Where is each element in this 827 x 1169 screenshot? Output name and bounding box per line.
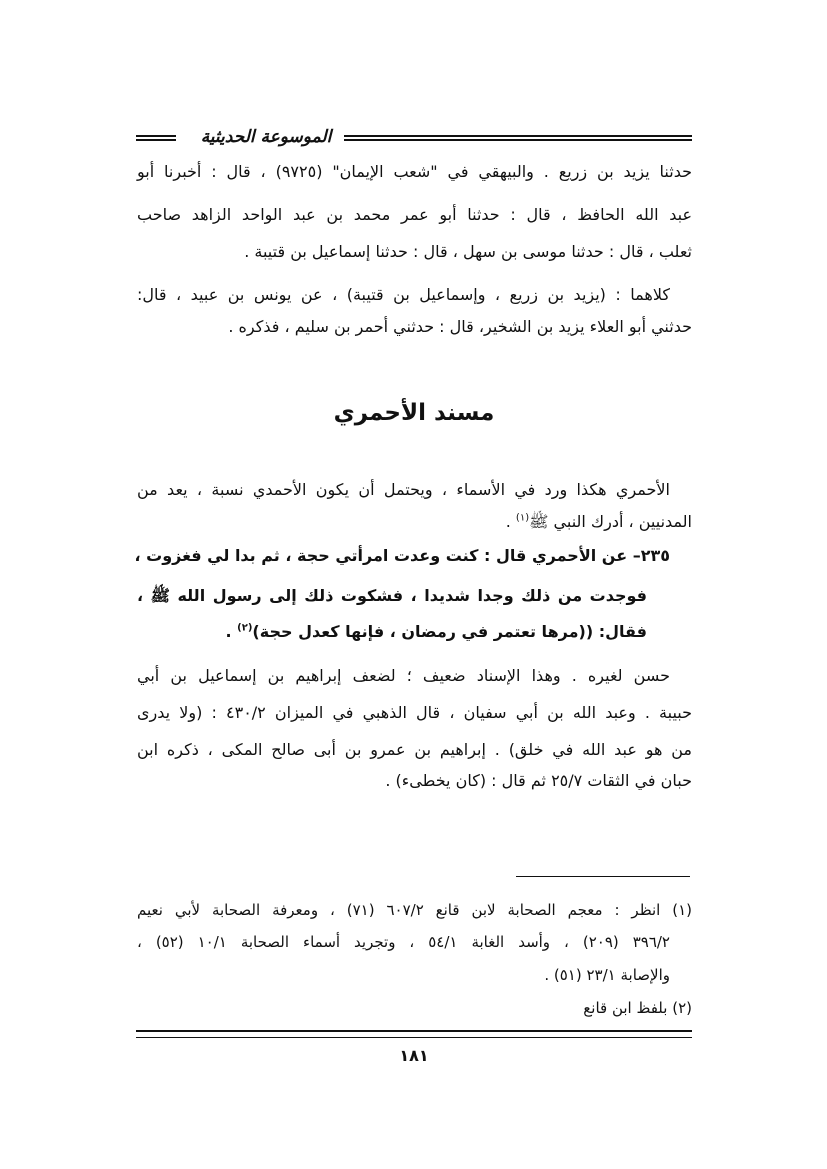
text-line: حدثنا يزيد بن زريع . والبيهقي في "شعب الإيمان" (٩٧٢٥) ، قال : أخبرنا أبو — [137, 162, 693, 181]
footnote-ref-1: (١) — [515, 512, 530, 524]
bottom-rule-thin — [136, 1037, 692, 1038]
header-rule-right — [344, 135, 692, 141]
intro-text: المدنيين ، أدرك النبي ﷺ — [529, 512, 692, 531]
header-title: الموسوعة الحديثية — [200, 127, 332, 147]
grading-line: من هو عبد الله في خلق) . إبراهيم بن عمرو بن أبى صالح المكى ، ذكره ابن — [137, 740, 692, 759]
running-header — [136, 123, 692, 151]
header-rule-left — [136, 135, 176, 141]
page-number: ١٨١ — [399, 1046, 429, 1065]
hadith-line — [137, 617, 647, 647]
grading-line: حبيبة . وعبد الله بن أبي سفيان ، قال الذهبي في الميزان ٤٣٠/٢ : (ولا يدرى — [137, 703, 693, 722]
text-line: عبد الله الحافظ ، قال : حدثنا أبو عمر محمد بن عبد الواحد الزاهد صاحب — [137, 205, 692, 224]
footnote-line: ٣٩٦/٢ (٢٠٩) ، وأسد الغابة ٥٤/١ ، وتجريد أسماء الصحابة ١٠/١ (٥٢) ، — [137, 933, 670, 951]
text-line: ثعلب ، قال : حدثنا موسى بن سهل ، قال : حدثنا إسماعيل بن قتيبة . — [244, 242, 692, 261]
footnote-line: (١) انظر : معجم الصحابة لابن قانع ٦٠٧/٢ (٧١) ، ومعرفة الصحابة لأبي نعيم — [137, 901, 693, 919]
intro-line — [137, 507, 692, 537]
grading-line: حبان في الثقات ٢٥/٧ ثم قال : (كان يخطىء) . — [385, 771, 692, 790]
footnote-line: (٢) بلفظ ابن قانع — [583, 999, 692, 1017]
footnote-separator — [516, 876, 690, 877]
hadith-text: فقال: ((مرها تعتمر في رمضان ، فإنها كعدل حجة) — [252, 622, 647, 641]
hadith-line: فوجدت من ذلك وجدا شديدا ، فشكوت ذلك إلى رسول الله ﷺ ، — [137, 586, 647, 605]
intro-end: . — [505, 512, 516, 531]
hadith-end: . — [225, 622, 238, 641]
text-line: كلاهما : (يزيد بن زريع ، وإسماعيل بن قتيبة) ، عن يونس بن عبيد ، قال: — [137, 285, 670, 304]
grading-line: حسن لغيره . وهذا الإسناد ضعيف ؛ لضعف إبراهيم بن إسماعيل بن أبي — [137, 666, 670, 685]
text-line: حدثني أبو العلاء يزيد بن الشخير، قال : حدثني أحمر بن سليم ، فذكره . — [228, 317, 692, 336]
footnote-line: والإصابة ٢٣/١ (٥١) . — [544, 966, 670, 984]
section-title: مسند الأحمري — [333, 400, 495, 426]
intro-line: الأحمري هكذا ورد في الأسماء ، ويحتمل أن يكون الأحمدي نسبة ، يعد من — [137, 480, 670, 499]
footnote-ref-2: (٢) — [237, 622, 253, 634]
hadith-line: ٢٣٥– عن الأحمري قال : كنت وعدت امرأتي حجة ، ثم بدا لي فغزوت ، — [134, 546, 670, 565]
bottom-rule-thick — [136, 1030, 692, 1032]
